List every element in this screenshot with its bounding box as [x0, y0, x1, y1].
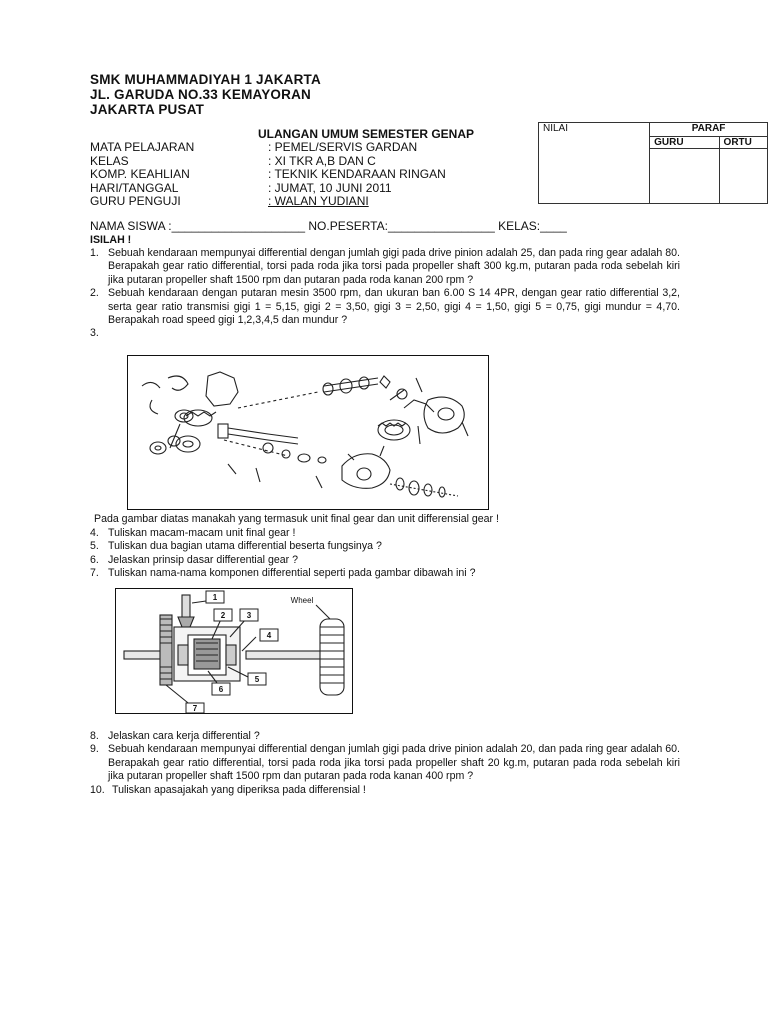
student-identity-line[interactable]: NAMA SISWA :____________________ NO.PESERTA:________________ KELAS:____ [90, 219, 567, 233]
school-name: SMK MUHAMMADIYAH 1 JAKARTA [90, 72, 321, 87]
info-value: : JUMAT, 10 JUNI 2011 [268, 180, 392, 195]
question-item [90, 327, 680, 340]
question-number: 8. [90, 730, 99, 742]
question-number: 2. [90, 287, 99, 300]
callout-7: 7 [192, 704, 198, 713]
info-row [90, 168, 446, 182]
school-header [90, 72, 321, 117]
nilai-cell [539, 123, 650, 204]
info-label: KELAS [90, 153, 129, 168]
question-item [90, 247, 680, 287]
question-number: 7. [90, 567, 99, 580]
question-item [90, 540, 680, 553]
question-number: 4. [90, 527, 99, 539]
guru-header: GURU [650, 136, 719, 148]
question-item [90, 784, 680, 797]
question-text: Tuliskan nama-nama komponen differential seperti pada gambar dibawah ini ? [108, 567, 476, 580]
q3-caption: Pada gambar diatas manakah yang termasuk unit final gear dan unit differensial gear ! [94, 513, 499, 525]
callout-2: 2 [220, 611, 226, 620]
question-text: Sebuah kendaraan mempunyai differential dengan jumlah gigi pada drive pinion adalah 25, dan pada ring gear adalah 80. Berapakah gear ratio differential, torsi pada roda jika torsi pada propeller shaft 300 kg.m, putaran pada roda sebelah kiri jika putaran propeller shaft 1500 rpm dan putaran pada roda kanan 200 rpm ? [108, 247, 680, 286]
question-number: 9. [90, 743, 99, 756]
exam-info [90, 141, 446, 209]
callout-3: 3 [246, 611, 252, 620]
question-text: Jelaskan prinsip dasar differential gear ? [108, 553, 299, 566]
question-text [108, 327, 680, 340]
callout-5: 5 [254, 675, 260, 684]
question-number: 1. [90, 247, 99, 259]
questions-part-3 [90, 730, 680, 797]
school-city: JAKARTA PUSAT [90, 102, 205, 117]
question-item [90, 730, 680, 743]
ortu-header: ORTU [719, 136, 767, 148]
instruction: ISILAH ! [90, 234, 132, 246]
question-item [90, 527, 680, 540]
exploded-differential-figure [127, 355, 489, 510]
info-value: : TEKNIK KENDARAAN RINGAN [268, 167, 446, 182]
callout-1: 1 [212, 593, 218, 602]
question-number: 5. [90, 540, 99, 553]
info-value: : WALAN YUDIANI [268, 194, 369, 209]
exploded-differential-drawing [128, 356, 488, 509]
questions-part-1 [90, 247, 680, 341]
question-text: Tuliskan dua bagian utama differential beserta fungsinya ? [108, 540, 382, 553]
differential-components-drawing [116, 589, 352, 713]
info-label: KOMP. KEAHLIAN [90, 167, 190, 182]
info-row [90, 155, 446, 169]
differential-components-figure [115, 588, 353, 714]
questions-part-2 [90, 527, 680, 581]
callout-4: 4 [266, 631, 272, 640]
question-text: Sebuah kendaraan mempunyai differential dengan jumlah gigi pada drive pinion adalah 20, dan pada ring gear adalah 60. Berapakah gear ratio differential, torsi pada roda jika torsi pada propeller shaft 20 kg.m, putaran pada roda sebelah kiri jika putaran propeller shaft 1500 rpm dan putaran pada roda kanan 400 rpm ? [108, 743, 680, 783]
question-text: Sebuah kendaraan dengan putaran mesin 3500 rpm, dan ukuran ban 6.00 S 14 4PR, dengan gear ratio differential 3,2, serta gear ratio transmisi gigi 1 = 5,15, gigi 2 = 3,50, gigi 3 = 2,50, gigi 4 = 1,50, gigi 5 = 0,75, gigi mundur = 4,70. Berapakah road speed gigi 1,2,3,4,5 dan mundur ? [108, 287, 680, 327]
info-row [90, 141, 446, 155]
grade-box [538, 122, 768, 204]
question-number: 3. [90, 327, 99, 340]
guru-sign-cell[interactable] [650, 148, 719, 203]
question-item [90, 743, 680, 783]
paraf-header: PARAF [650, 123, 768, 137]
info-label: HARI/TANGGAL [90, 180, 179, 195]
info-label: MATA PELAJARAN [90, 140, 195, 154]
question-text: Jelaskan cara kerja differential ? [108, 730, 260, 742]
question-number: 10. [90, 783, 105, 796]
info-row [90, 182, 446, 196]
ortu-sign-cell[interactable] [719, 148, 767, 203]
nilai-label: NILAI [543, 123, 569, 134]
info-value: : XI TKR A,B DAN C [268, 153, 376, 168]
exam-title: ULANGAN UMUM SEMESTER GENAP [258, 127, 475, 141]
question-item [90, 287, 680, 327]
wheel-label: Wheel [290, 596, 314, 605]
info-label: GURU PENGUJI [90, 194, 181, 209]
question-text: Tuliskan apasajakah yang diperiksa pada differensial ! [112, 783, 366, 796]
question-item [90, 554, 680, 567]
school-address: JL. GARUDA NO.33 KEMAYORAN [90, 87, 311, 102]
question-number: 6. [90, 553, 99, 566]
callout-6: 6 [218, 685, 224, 694]
info-value: : PEMEL/SERVIS GARDAN [268, 140, 418, 154]
question-item [90, 567, 680, 580]
info-row [90, 195, 446, 209]
question-text: Tuliskan macam-macam unit final gear ! [108, 527, 296, 539]
